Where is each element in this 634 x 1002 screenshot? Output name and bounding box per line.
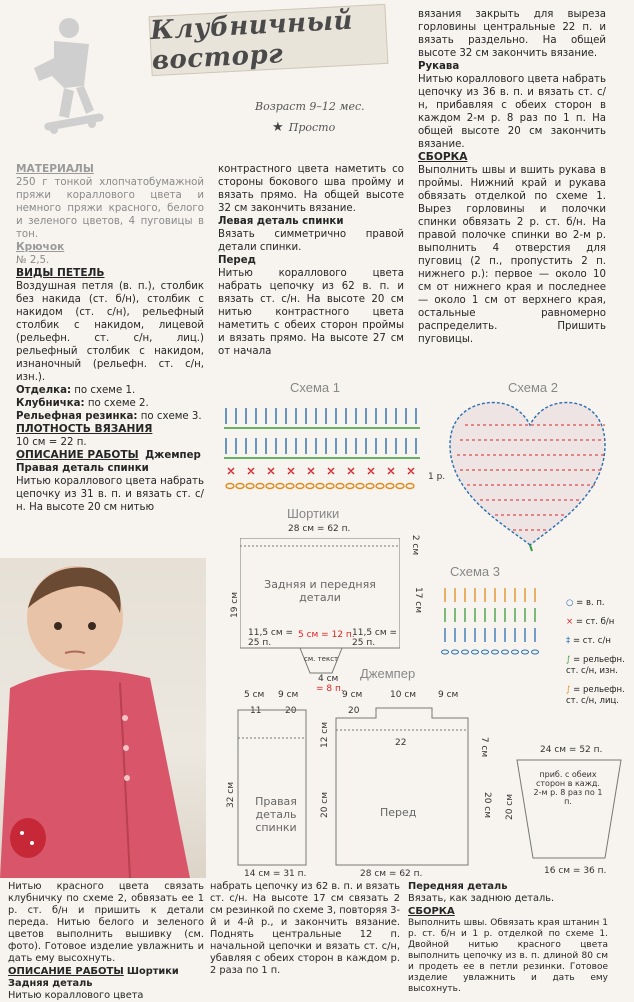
legend-relief-back — [566, 655, 632, 677]
scheme2-diagram — [445, 395, 615, 559]
col1 — [16, 163, 204, 514]
scheme3-diagram — [440, 580, 550, 664]
baby-photo — [0, 558, 206, 878]
difficulty-label: Просто — [288, 121, 336, 134]
jumper-dim-32: 32 см — [226, 781, 237, 809]
jumper-dim-20a: 20 — [285, 706, 297, 716]
b2-text: набрать цепочку из 62 в. п. и вязать ст. с/н. На высоте 17 см связать 2 см резинкой по схеме 3, повторяя 3-й и 4-й р., и закончить вязание. Поднять центральные 12 п. начальной цепочки и вязать ст. с/н, убавляя с обеих сторон в каждом р. 2 раза по 1 п. — [210, 881, 400, 976]
shorts-height1: 19 см — [230, 591, 241, 619]
b1-text: Нитью красного цвета связать клубничку по схеме 2, обвязать ее 1 р. ст. б/н и пришить к детали переда. Нитью белого и зеленого цветов выполнить вышивку (см. фото). Готовое изделие увлажнить и дать ему высохнуть. — [8, 881, 204, 964]
legend-sc — [566, 617, 632, 628]
legend-sc-label: = ст. б/н — [575, 617, 615, 627]
b1-work-item: Шортики — [126, 966, 179, 977]
legend — [566, 598, 632, 707]
sleeve-bottom: 16 см = 36 п. — [544, 866, 607, 876]
jumper-outlines — [236, 700, 476, 874]
shorts-height3: 2 см — [410, 534, 421, 556]
crotch-dim2: = 8 п. — [316, 684, 344, 694]
shorts-panel-label: Задняя и передняя детали — [264, 578, 376, 604]
right-back-text: Нитью кораллового цвета набрать цепочку из 31 в. п. и вязать ст. с/н. На высоте 20 см нитью — [16, 476, 204, 513]
straw-label: Клубничка: — [16, 398, 85, 409]
front-panel-label: Перед — [380, 806, 417, 819]
gauge-heading: ПЛОТНОСТЬ ВЯЗАНИЯ — [16, 423, 153, 435]
legend-relief-front-label: = рельефн. ст. с/н, лиц. — [566, 685, 625, 706]
legend-dc — [566, 636, 632, 647]
legend-relief-back-label: = рельефн. ст. с/н, изн. — [566, 655, 625, 676]
jumper-dim-11: 11 — [250, 706, 262, 716]
assembly-text: Выполнить швы и вшить рукава в проймы. Нижний край и рукава обвязать отделкой по схеме 1. Вырез горловины и полочки спинки обвязать 2 р. ст. б/н. На правой полочке спинки во 2-м р. выполнить 4 отверстия для пуговиц (2 п., пропустить 2 п. нижнего р.): первое — около 10 см от нижнего края и последнее — около 1 см от верхнего края, остальные равномерно распределить. Пришить пуговицы. — [418, 165, 606, 345]
col-b1 — [8, 881, 204, 1002]
shorts-width: 28 см = 62 п. — [288, 524, 351, 534]
kid-silhouette-logo — [14, 6, 114, 141]
left-back-text: Вязать симметрично правой детали спинки. — [218, 229, 404, 253]
page-title: Клубничный восторг — [149, 5, 354, 77]
sleeve-note: приб. с обеих сторон в кажд. 2-м р. 8 раз по 1 п. — [533, 770, 603, 806]
jumper-dim-9b: 9 см — [342, 690, 363, 700]
jumper-title: Джемпер — [360, 666, 416, 681]
shorts-see-text: см. текст — [304, 655, 339, 663]
col3-p1: вязания закрыть для выреза горловины центральные 22 п. и вязать раздельно. На общей высоте 32 см закончить вязание. — [418, 9, 606, 59]
scheme1-title: Схема 1 — [290, 380, 340, 395]
relief-back-icon: ∫ — [566, 655, 571, 665]
crotch-dim1: 4 см — [318, 674, 339, 684]
jumper-dim-22: 22 — [395, 738, 407, 748]
b3-assembly-heading: СБОРКА — [408, 906, 455, 917]
page-title-banner — [149, 4, 389, 76]
shorts-title: Шортики — [287, 506, 340, 521]
relief-front-icon: ∫ — [566, 685, 571, 695]
b3-assembly-text: Выполнить швы. Обвязать края штанин 1 р. ст. б/н и 1 р. отделкой по схеме 1. Двойной нитью красного цвета выполнить цепочку из в. п. длиной 80 см и продеть ее в петли резинки. Готовое изделие увлажнить и дать ему высохнуть. — [408, 918, 608, 994]
jumper-front-width: 28 см = 62 п. — [360, 869, 423, 879]
front-text: Нитью кораллового цвета набрать цепочку из 62 в. п. и вязать ст. с/н. На высоте 20 см нитью контрастного цвета наметить с обеих сторон проймы и вязать прямо. На высоте 27 см от начала — [218, 268, 404, 357]
scheme3-title: Схема 3 — [450, 564, 500, 579]
legend-dc-label: = ст. с/н — [572, 636, 611, 646]
b3-front-heading: Передняя деталь — [408, 881, 508, 892]
shorts-height2: 17 см — [413, 586, 424, 614]
jumper-dim-9a: 9 см — [278, 690, 299, 700]
dc-symbol-icon: ‡ — [566, 636, 571, 646]
stitches-text: Воздушная петля (в. п.), столбик без накида (ст. б/н), столбик с накидом (ст. с/н), рельефный столбик с накидом, лицевой (рельефн. ст. с/н, лиц.) рельефный столбик с накидом, изнаночный (рельефн. ст. с/н, изн.). — [16, 281, 204, 383]
sleeve-top: 24 см = 52 п. — [540, 745, 603, 755]
back-panel-label: Правая деталь спинки — [255, 795, 297, 834]
scheme1-row-label: 1 р. — [428, 472, 446, 482]
col3 — [418, 8, 606, 346]
shorts-left: 11,5 см = 25 п. — [248, 628, 294, 648]
col-b2 — [210, 881, 400, 977]
materials-heading: МАТЕРИАЛЫ — [16, 163, 94, 175]
star-icon: ★ — [272, 120, 284, 135]
jumper-dim-5: 5 см — [244, 690, 265, 700]
jumper-dim-20b: 20 — [348, 706, 360, 716]
right-back-heading: Правая деталь спинки — [16, 463, 149, 474]
sc-symbol-icon: × — [566, 617, 574, 627]
scheme1-diagram — [220, 398, 440, 502]
work-item: Джемпер — [145, 450, 201, 461]
assembly-heading: СБОРКА — [418, 151, 468, 163]
b1-work-heading: ОПИСАНИЕ РАБОТЫ — [8, 966, 124, 977]
col-b3 — [408, 881, 608, 995]
legend-relief-front — [566, 685, 632, 707]
gauge-text: 10 см = 22 п. — [16, 437, 87, 448]
difficulty-row — [272, 116, 335, 135]
edging-line — [16, 384, 204, 397]
shorts-center: 5 см = 12 п. — [298, 630, 355, 640]
jumper-dim-10: 10 см — [390, 690, 417, 700]
edging-value: по схеме 1. — [71, 385, 136, 396]
stitches-heading: ВИДЫ ПЕТЕЛЬ — [16, 267, 105, 279]
col2 — [218, 163, 404, 358]
scheme2-title: Схема 2 — [508, 380, 558, 395]
b1-work-row — [8, 965, 204, 978]
sleeve-height: 20 см — [505, 793, 516, 821]
rib-value: по схеме 3. — [137, 411, 202, 422]
shorts-right: 11,5 см = 25 п. — [352, 628, 398, 648]
straw-value: по схеме 2. — [84, 398, 149, 409]
legend-chain — [566, 598, 632, 609]
b1-back-text: Нитью кораллового цвета — [8, 990, 144, 1001]
age-label: Возраст 9–12 мес. — [255, 100, 365, 113]
left-back-heading: Левая деталь спинки — [218, 216, 344, 227]
rib-label: Рельефная резинка: — [16, 411, 138, 422]
legend-chain-label: = в. п. — [576, 598, 605, 608]
chain-symbol-icon: ○ — [566, 598, 574, 608]
jumper-dim-20d: 20 см — [482, 791, 493, 819]
jumper-dim-7: 7 см — [479, 736, 490, 758]
b3-front-text: Вязать, как заднюю деталь. — [408, 893, 555, 904]
b1-back-heading: Задняя деталь — [8, 978, 93, 989]
straw-line — [16, 397, 204, 410]
rib-line — [16, 410, 204, 423]
work-heading: ОПИСАНИЕ РАБОТЫ — [16, 449, 139, 461]
jumper-dim-9c: 9 см — [438, 690, 459, 700]
hook-heading: Крючок — [16, 241, 65, 253]
edging-label: Отделка: — [16, 385, 72, 396]
jumper-back-width: 14 см = 31 п. — [244, 869, 307, 879]
work-heading-row — [16, 449, 204, 462]
materials-text: 250 г тонкой хлопчатобумажной пряжи кораллового цвета и немного пряжи красного, белого и зеленого цветов, 4 пуговицы в тон. — [16, 177, 204, 240]
front-heading: Перед — [218, 255, 256, 266]
hook-text: № 2,5. — [16, 255, 50, 266]
col2-p1: контрастного цвета наметить со стороны бокового шва пройму и вязать прямо. На общей высоте 32 см закончить вязание. — [218, 164, 404, 214]
sleeve-text: Нитью кораллового цвета набрать цепочку из 36 в. п. и вязать ст. с/н, прибавляя с обеих сторон в каждом 2-м р. 8 раз по 1 п. На общей высоте 20 см закончить вязание. — [418, 74, 606, 150]
sleeve-heading: Рукава — [418, 61, 460, 72]
jumper-dim-20c: 20 см — [320, 791, 331, 819]
jumper-dim-12: 12 см — [320, 721, 331, 749]
